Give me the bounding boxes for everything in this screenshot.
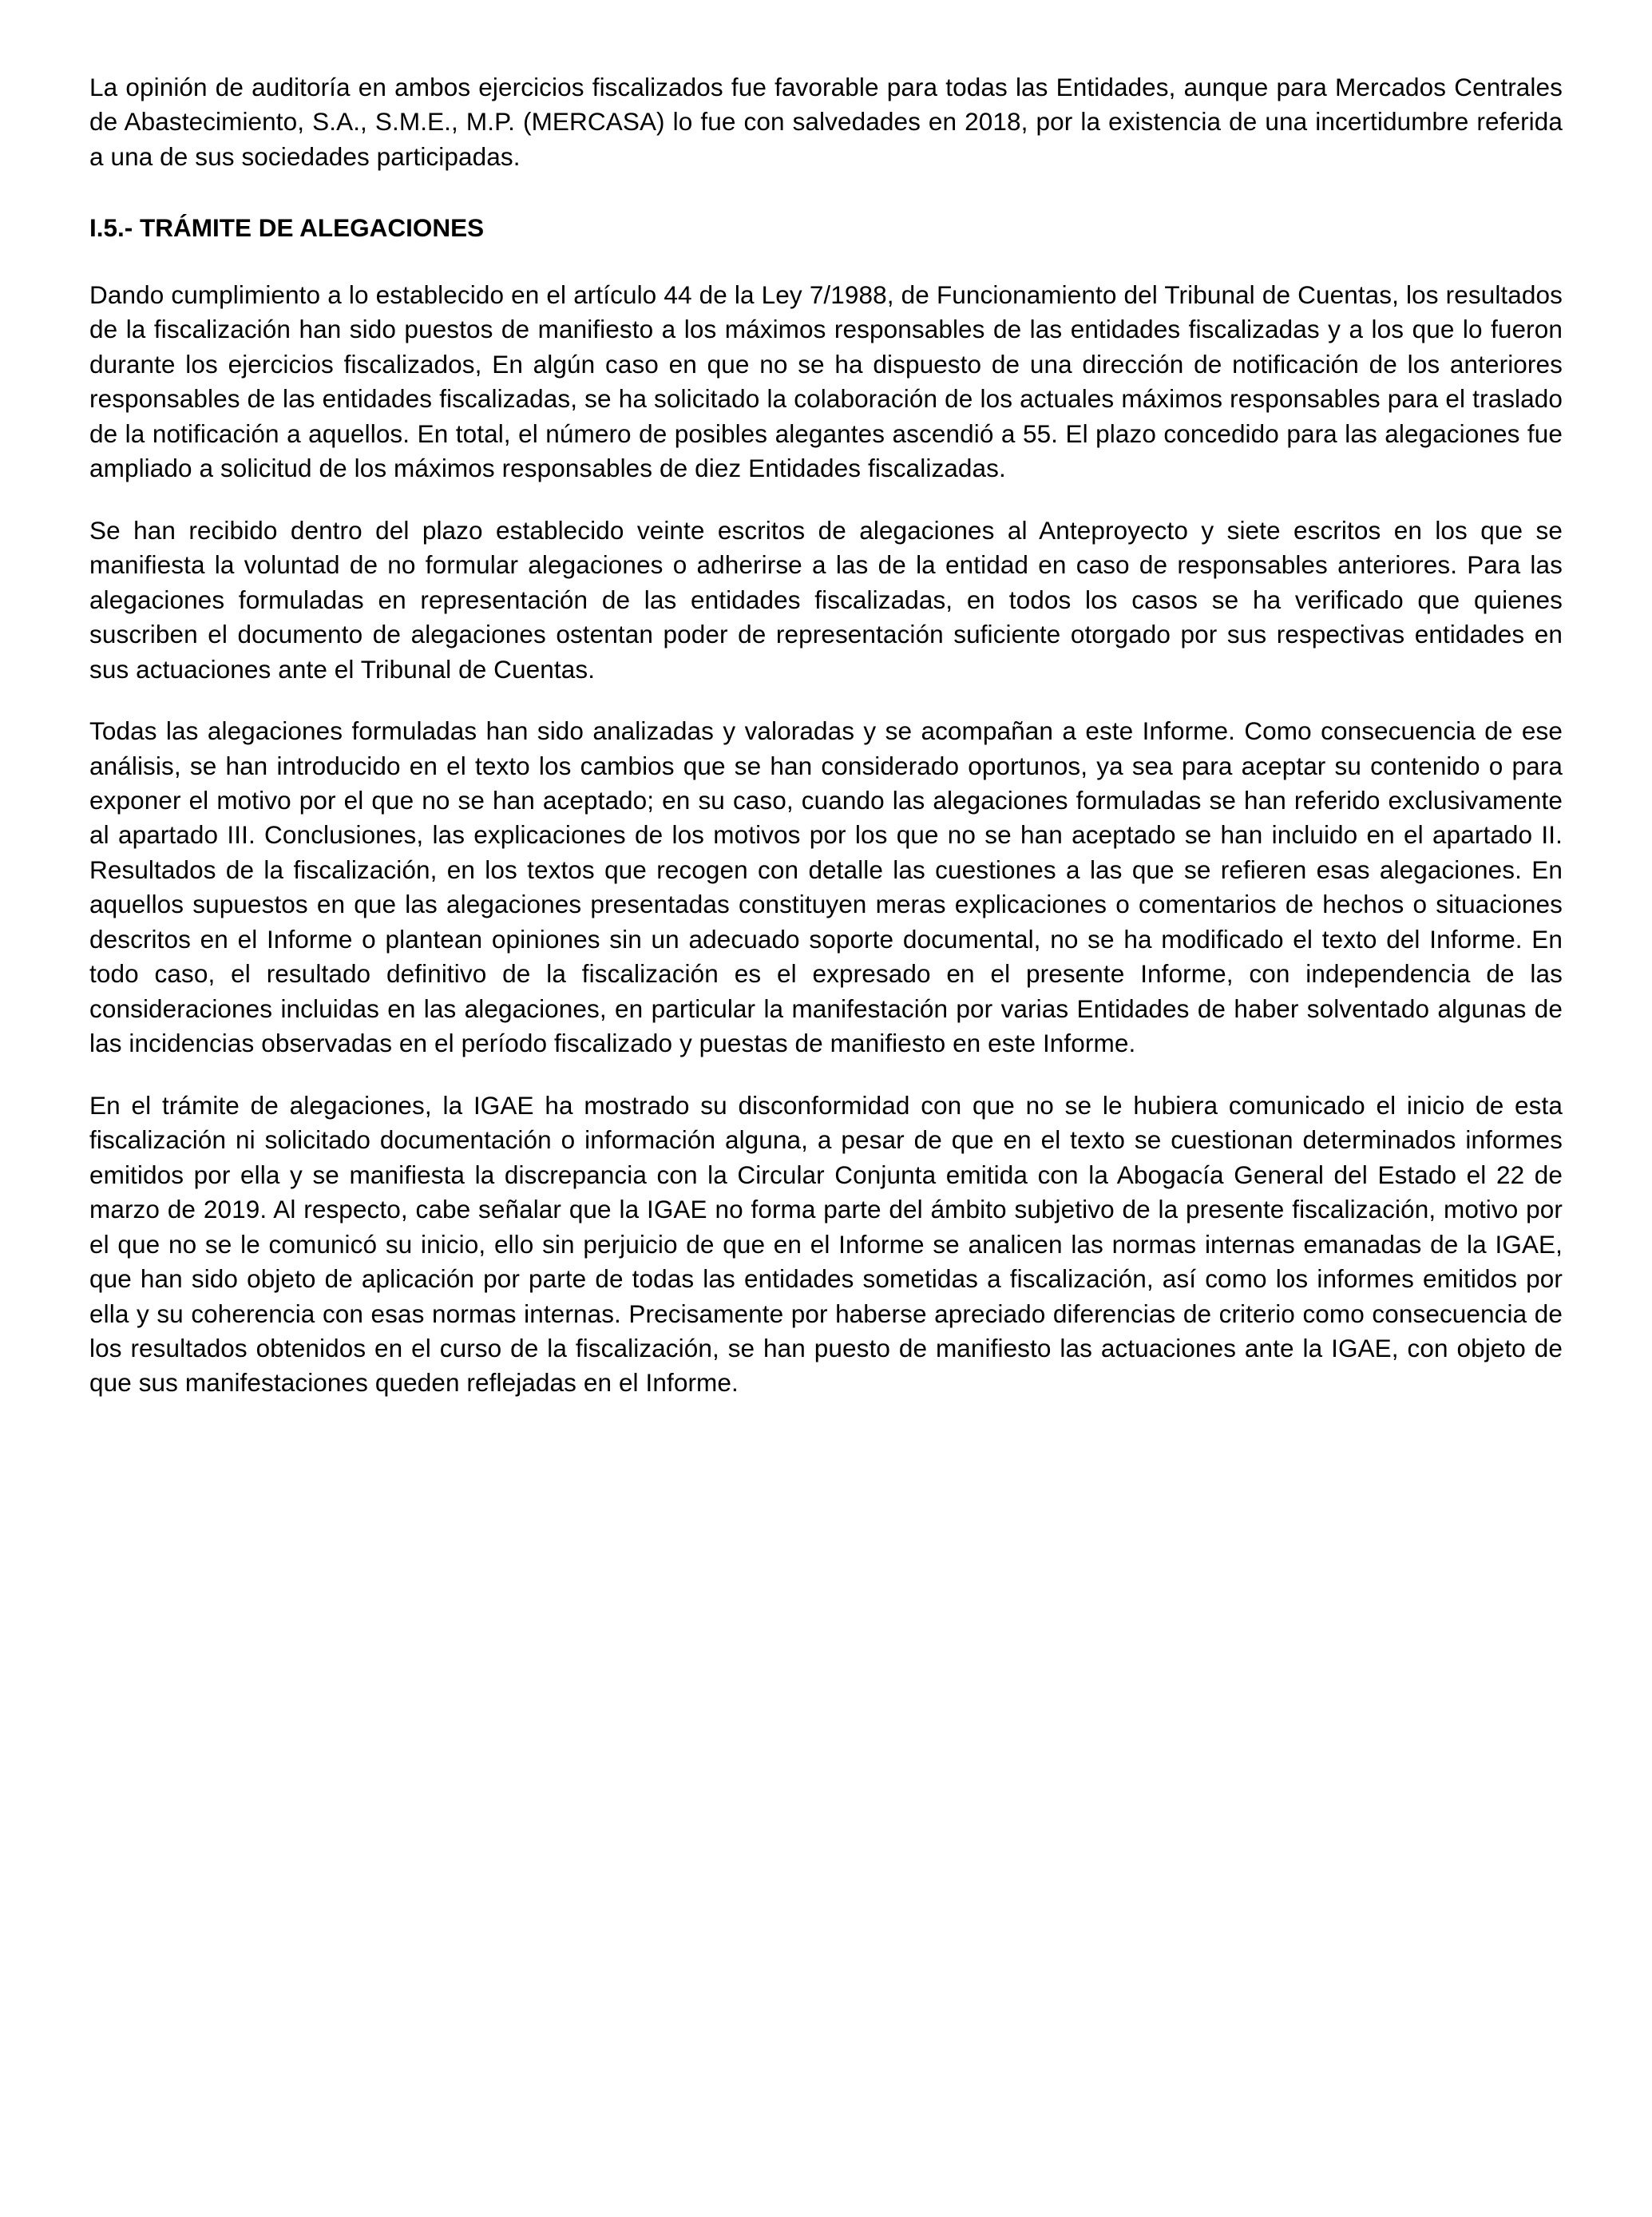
body-paragraph-4: En el trámite de alegaciones, la IGAE ha mostrado su disconformidad con que no se le hubiera comunicado el inicio de esta fiscalización ni solicitado documentación o información alguna, a pesar de que en el texto se cuestionan determinados informes emitidos por ella y se manifiesta la discrepancia con la Circular Conjunta emitida con la Abogacía General del Estado el 22 de marzo de 2019. Al respecto, cabe señalar que la IGAE no forma parte del ámbito subjetivo de la presente fiscalización, motivo por el que no se le comunicó su inicio, ello sin perjuicio de que en el Informe se analicen las normas internas emanadas de la IGAE, que han sido objeto de aplicación por parte de todas las entidades sometidas a fiscalización, así como los informes emitidos por ella y su coherencia con esas normas internas. Precisamente por haberse apreciado diferencias de criterio como consecuencia de los resultados obtenidos en el curso de la fiscalización, se han puesto de manifiesto las actuaciones ante la IGAE, con objeto de que sus manifestaciones queden reflejadas en el Informe. <box>89 1090 1563 1398</box>
body-paragraph-1: Dando cumplimiento a lo establecido en el artículo 44 de la Ley 7/1988, de Funcionamiento del Tribunal de Cuentas, los resultados de la fiscalización han sido puestos de manifiesto a los máximos responsables de las entidades fiscalizadas y a los que lo fueron durante los ejercicios fiscalizados, En algún caso en que no se ha dispuesto de una dirección de notificación de los anteriores responsables de las entidades fiscalizadas, se ha solicitado la colaboración de los actuales máximos responsables para el traslado de la notificación a aquellos. En total, el número de posibles alegantes ascendió a 55. El plazo concedido para las alegaciones fue ampliado a solicitud de los máximos responsables de diez Entidades fiscalizadas. <box>89 280 1563 483</box>
section-heading-tramite-de-alegaciones: I.5.- TRÁMITE DE ALEGACIONES <box>89 213 485 243</box>
body-paragraph-3: Todas las alegaciones formuladas han sido analizadas y valoradas y se acompañan a este Informe. Como consecuencia de ese análisis, se han introducido en el texto los cambios que se han considerado oportunos, ya sea para aceptar su contenido o para exponer el motivo por el que no se han aceptado; en su caso, cuando las alegaciones formuladas se han referido exclusivamente al apartado III. Conclusiones, las explicaciones de los motivos por los que no se han aceptado se han incluido en el apartado II. Resultados de la fiscalización, en los textos que recogen con detalle las cuestiones a las que se refieren esas alegaciones. En aquellos supuestos en que las alegaciones presentadas constituyen meras explicaciones o comentarios de hechos o situaciones descritos en el Informe o plantean opiniones sin un adecuado soporte documental, no se ha modificado el texto del Informe. En todo caso, el resultado definitivo de la fiscalización es el expresado en el presente Informe, con independencia de las consideraciones incluidas en las alegaciones, en particular la manifestación por varias Entidades de haber solventado algunas de las incidencias observadas en el período fiscalizado y puestas de manifiesto en este Informe. <box>89 716 1563 1058</box>
body-paragraph-2: Se han recibido dentro del plazo establecido veinte escritos de alegaciones al Anteproyecto y siete escritos en los que se manifiesta la voluntad de no formular alegaciones o adherirse a las de la entidad en caso de responsables anteriores. Para las alegaciones formuladas en representación de las entidades fiscalizadas, en todos los casos se ha verificado que quienes suscriben el documento de alegaciones ostentan poder de representación suficiente otorgado por sus respectivas entidades en sus actuaciones ante el Tribunal de Cuentas. <box>89 515 1563 684</box>
intro-paragraph: La opinión de auditoría en ambos ejercicios fiscalizados fue favorable para todas las Entidades, aunque para Mercados Centrales de Abastecimiento, S.A., S.M.E., M.P. (MERCASA) lo fue con salvedades en 2018, por la existencia de una incertidumbre referida a una de sus sociedades participadas. <box>89 73 1563 171</box>
